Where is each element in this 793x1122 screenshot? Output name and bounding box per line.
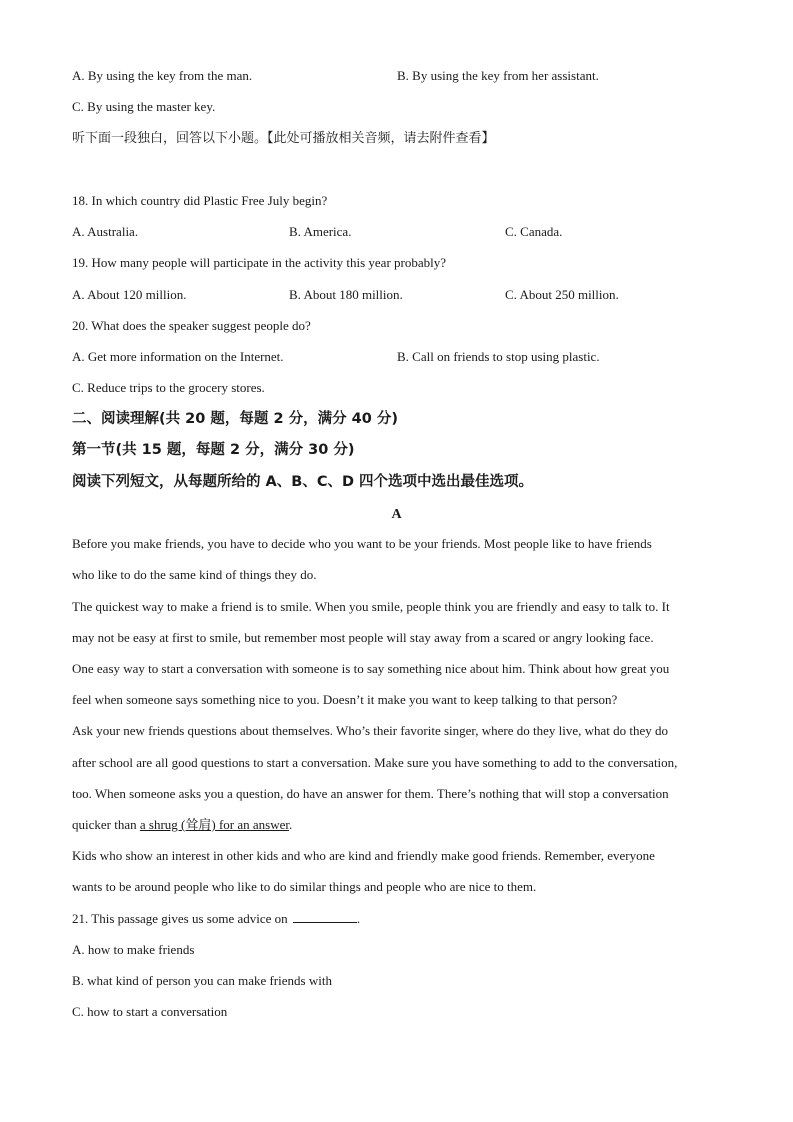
q19-option-a[interactable]: A. About 120 million. (72, 287, 187, 302)
q20-option-c[interactable]: C. Reduce trips to the grocery stores. (72, 380, 265, 395)
passage-line: Kids who show an interest in other kids and who are kind and friendly make good friends. Remember, everyone (72, 848, 655, 863)
q18-option-c[interactable]: C. Canada. (505, 224, 563, 239)
q17-option-b[interactable]: B. By using the key from her assistant. (397, 68, 599, 83)
q17-option-c[interactable]: C. By using the master key. (72, 99, 216, 114)
passage-line: wants to be around people who like to do similar things and people who are nice to them. (72, 879, 537, 894)
q19-option-c[interactable]: C. About 250 million. (505, 287, 619, 302)
passage-line-quicker (72, 816, 292, 834)
q20-question: 20. What does the speaker suggest people do? (72, 318, 311, 333)
section-heading: 二、阅读理解(共 20 题，每题 2 分，满分 40 分) (72, 411, 398, 427)
q20-option-a[interactable]: A. Get more information on the Internet. (72, 349, 284, 364)
q18-question: 18. In which country did Plastic Free July begin? (72, 193, 328, 208)
q19-option-b[interactable]: B. About 180 million. (289, 287, 403, 302)
monologue-instruction: 听下面一段独白，回答以下小题。【此处可播放相关音频，请去附件查看】 (72, 131, 495, 146)
passage-line: feel when someone says something nice to you. Doesn’t it make you want to keep talking to that person? (72, 692, 618, 707)
part-heading: 第一节(共 15 题，每题 2 分，满分 30 分) (72, 442, 355, 458)
reading-instruction: 阅读下列短文，从每题所给的 A、B、C、D 四个选项中选出最佳选项。 (72, 474, 534, 490)
passage-line: too. When someone asks you a question, do have an answer for them. There’s nothing that will stop a conversation (72, 786, 669, 801)
passage-line: The quickest way to make a friend is to smile. When you smile, people think you are friendly and easy to talk to. It (72, 599, 670, 614)
q19-question: 19. How many people will participate in the activity this year probably? (72, 255, 447, 270)
passage-line: Before you make friends, you have to decide who you want to be your friends. Most people like to have friends (72, 536, 652, 551)
passage-line: Ask your new friends questions about themselves. Who’s their favorite singer, where do they live, what do they do (72, 723, 669, 738)
quicker-prefix: quicker than (72, 817, 140, 832)
passage-line: One easy way to start a conversation with someone is to say something nice about him. Think about how great you (72, 661, 670, 676)
q21-question (72, 910, 360, 928)
q20-option-b[interactable]: B. Call on friends to stop using plastic. (397, 349, 600, 364)
q18-option-a[interactable]: A. Australia. (72, 224, 139, 239)
passage-label: A (391, 507, 402, 522)
passage-line: may not be easy at first to smile, but remember most people will stay away from a scared or angry looking face. (72, 630, 654, 645)
q21-option-a[interactable]: A. how to make friends (72, 942, 195, 957)
underlined-phrase: a shrug (耸肩) for an answer (139, 817, 289, 832)
passage-line: who like to do the same kind of things they do. (72, 567, 317, 582)
q21-question-end: . (356, 911, 361, 926)
q21-option-c[interactable]: C. how to start a conversation (72, 1004, 228, 1019)
q18-option-b[interactable]: B. America. (289, 224, 352, 239)
passage-line: after school are all good questions to start a conversation. Make sure you have something to add to the conversation, (72, 755, 678, 770)
q17-option-a[interactable]: A. By using the key from the man. (72, 68, 253, 83)
quicker-suffix: . (288, 817, 293, 832)
q21-option-b[interactable]: B. what kind of person you can make friends with (72, 973, 332, 988)
answer-blank[interactable] (293, 910, 357, 923)
q21-question-text: 21. This passage gives us some advice on (72, 911, 288, 926)
